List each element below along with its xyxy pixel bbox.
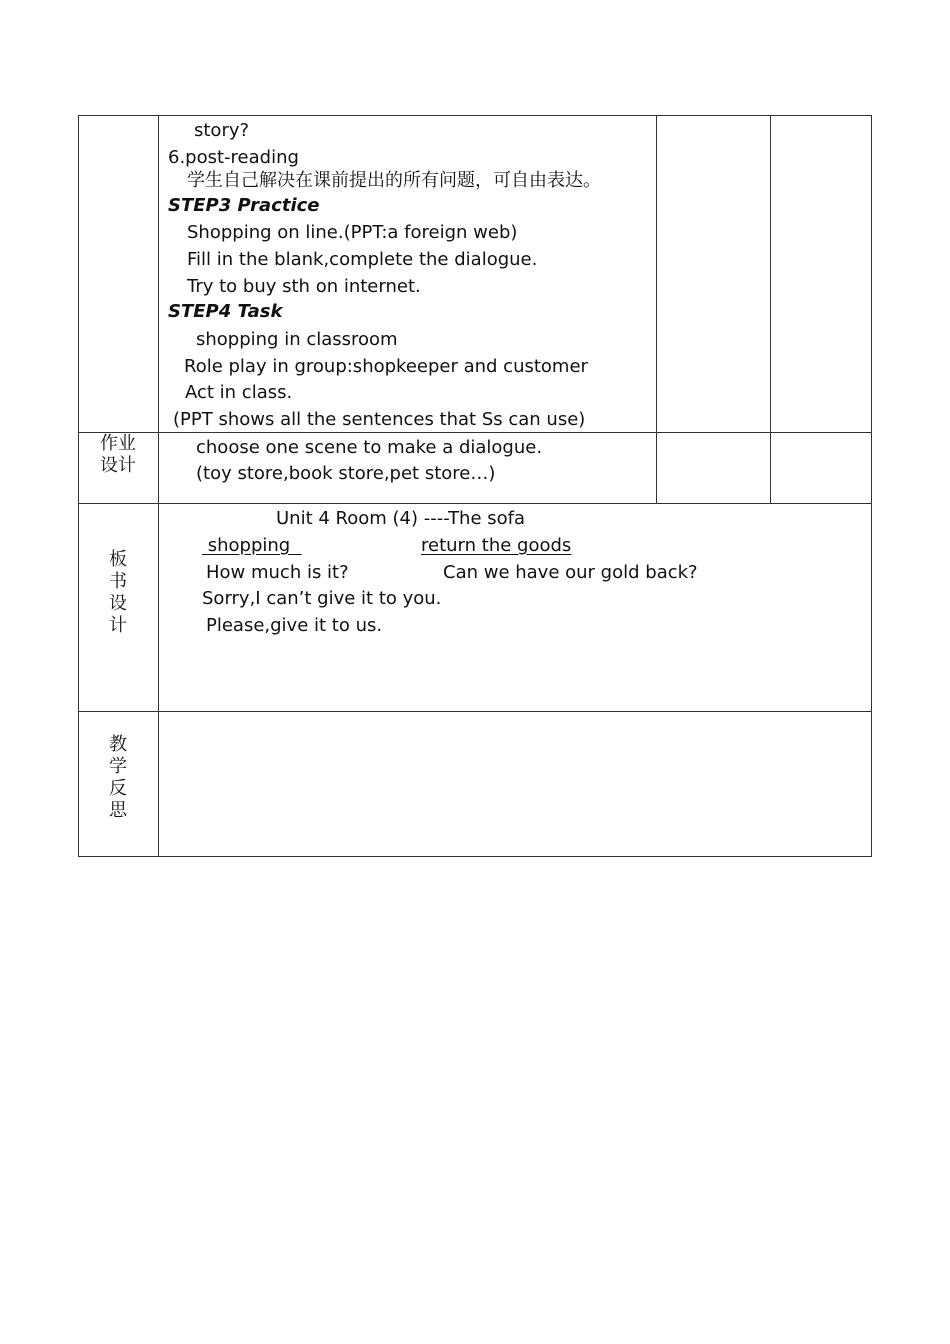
column-divider-3: [656, 115, 657, 504]
reflection-label-char: 思: [109, 800, 127, 821]
board-col1-heading-text: shopping: [207, 535, 291, 556]
board-label-char: 设: [109, 593, 127, 614]
text-line: Role play in group:shopkeeper and customer: [184, 356, 588, 377]
board-line: Can we have our gold back?: [443, 562, 698, 583]
homework-line: (toy store,book store,pet store…): [196, 463, 496, 484]
text-line: Shopping on line.(PPT:a foreign web): [187, 222, 518, 243]
reflection-label: [78, 734, 158, 822]
table-border-top: [78, 115, 872, 116]
text-line: (PPT shows all the sentences that Ss can use): [173, 409, 586, 430]
homework-line: choose one scene to make a dialogue.: [196, 437, 543, 458]
reflection-label-char: 教: [109, 734, 127, 755]
text-line: Try to buy sth on internet.: [187, 276, 421, 297]
column-divider-label: [158, 115, 159, 857]
row-divider-1: [78, 432, 872, 433]
reflection-label-char: 学: [109, 756, 127, 777]
homework-label-line: 设计: [100, 455, 136, 476]
text-line: 学生自己解决在课前提出的所有问题，可自由表达。: [187, 170, 601, 191]
board-line: Sorry,I can’t give it to you.: [202, 588, 442, 609]
reflection-label-char: 反: [109, 778, 127, 799]
board-col2-heading: return the goods: [421, 535, 572, 556]
step-heading: STEP3 Practice: [168, 195, 320, 216]
column-divider-4: [770, 115, 771, 504]
text-line: Act in class.: [185, 382, 293, 403]
board-label-char: 计: [109, 615, 127, 636]
step-heading: STEP4 Task: [168, 301, 283, 322]
text-line: shopping in classroom: [196, 329, 398, 350]
table-border-right: [871, 115, 872, 857]
board-title: Unit 4 Room (4) ----The sofa: [276, 508, 526, 529]
row-divider-3: [78, 711, 872, 712]
board-line: Please,give it to us.: [206, 615, 383, 636]
homework-label-line: 作业: [100, 433, 136, 454]
text-line: story?: [194, 120, 250, 141]
board-label-char: 书: [109, 571, 127, 592]
board-line: How much is it?: [206, 562, 349, 583]
board-col1-heading: [202, 535, 302, 557]
board-design-label: [78, 549, 158, 637]
table-border-bottom: [78, 856, 872, 857]
homework-label: [78, 433, 158, 477]
text-line: 6.post-reading: [168, 147, 299, 168]
row-divider-2: [78, 503, 872, 504]
board-label-char: 板: [109, 549, 127, 570]
text-line: Fill in the blank,complete the dialogue.: [187, 249, 538, 270]
